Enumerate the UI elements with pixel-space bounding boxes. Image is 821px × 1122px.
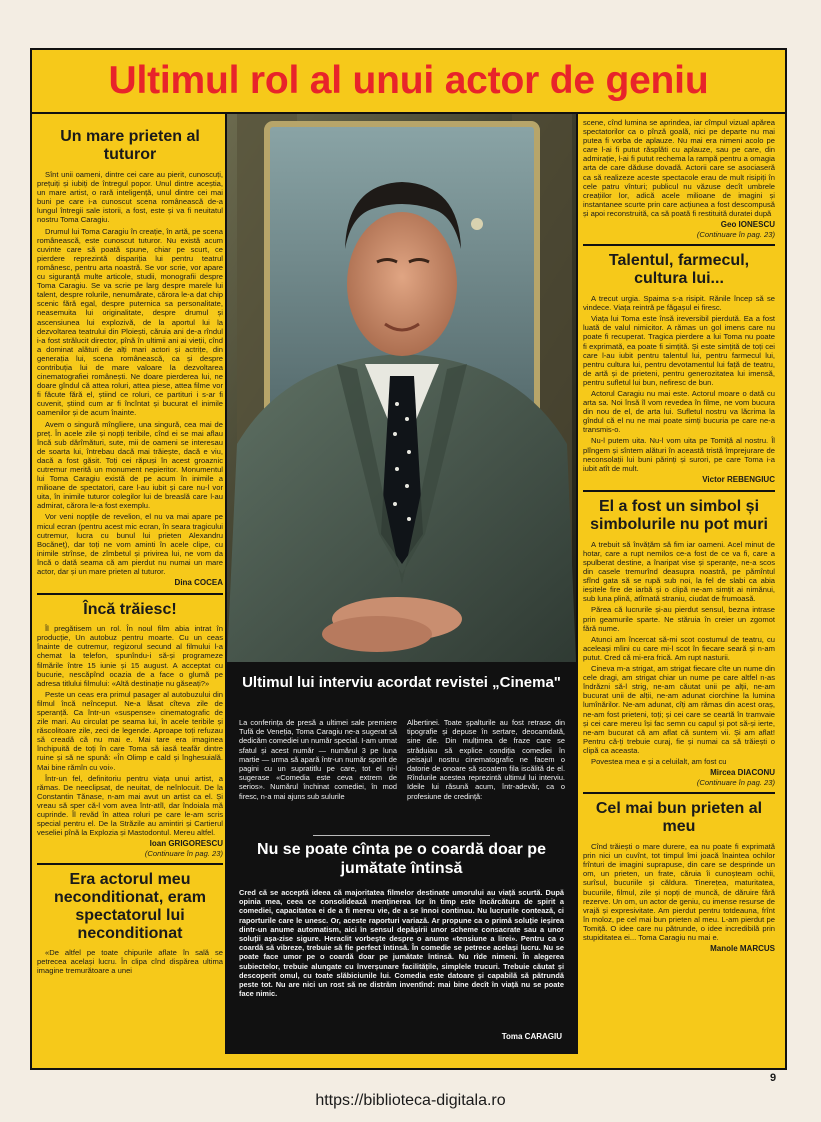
signature-diaconu: Mircea DIACONU: [710, 768, 775, 778]
right-column: [583, 118, 775, 1058]
heading-mare-prieten: Un mare prieten al tuturor: [60, 128, 200, 163]
interview-col-2: [407, 718, 565, 833]
interview-col-1: [239, 718, 397, 833]
continued-note: (Continuare în pag. 23): [696, 230, 775, 240]
paragraph: Avem o singură mîngîiere, una singură, cea mai de preț. În acele zile și nopți teribile, cînd ei se mai aflau încă sub dărîmături, sute, mii de oameni se interesau de soarta lui, întrebau dacă mai trăiește, dacă e viu, dacă a fost găsit. Toți cei răpuși în acest groaznic cutremur merită un monument nepieritor. Monumentul lui Toma Caragiu există de pe acum în inimile a milioane de spectatori, care l-au iubit și care nu-l vor uita, în inimile tuturor colegilor lui de breaslă care l-au admirat, cărora le-a fost exemplu.: [37, 419, 223, 511]
divider: [583, 792, 775, 794]
continued-note: (Continuare în pag. 23): [144, 849, 223, 859]
paragraph: Viața lui Toma este însă ireversibil pierdută. Ea a fost luată de valul nimicitor. A rămas un gol imens care nu poate fi recuperat. Tragica pierdere a lui Toma nu poate fi exprimată, ea poate fi simțită. Și este simțită de toți cei care l-au iubit pentru talentul lui, pentru farmecul lui, pentru cultura lui, pentru devotamentul lui față de teatru, de artă și de prieteni, pentru generozitatea lui imensă, pentru sufletul lui bun, nefiresc de bun.: [583, 314, 775, 387]
continued-note: (Continuare în pag. 23): [696, 778, 775, 788]
divider: [37, 593, 223, 595]
paragraph: Atunci am încercat să-mi scot costumul de teatru, cu aceleași mîini cu care mi-l scot în fiecare seară și n-am putut. Cred că mi-era frică. Am rupt nasturii.: [583, 634, 775, 662]
paragraph: Cred că se acceptă ideea că majoritatea filmelor destinate umorului au viață scurtă. După opinia mea, ceea ce consolidează menținerea lor în timp este încărcătura de spirit a comediei, capacitatea ei de a fi mereu vie, de a se înnoi continuu. Nu lucrurile contează, ci raporturile care le unesc. Or, aceste raporturi variază. Ar propune ca o primă soluție ieșirea dintr-un anume automatism, aici în sensul depășirii unor scheme consacrate sau a unor soluții așa-zise sigure. Heraclit vorbește despre o anume «tensiune a lirei». Pentru ca o coardă să vibreze, trebuie să fie perfect întinsă. În comedie se petrece același lucru. Nu se poate face umor pe o coardă doar pe jumătate întinsă. Nu rîde nimeni. În alegerea subiectelor, trebuie alungate cu înverșunare facilitățile, simplele trucuri. Trebuie căutat și descoperit omul, cu toate slăbiciunile lui. Comedia este datoare și capabilă să pătrundă peste tot. Nu are nici un rost să ne distrăm inventînd: mai bine decît în viață nu se poate face nimic.: [239, 888, 564, 999]
paragraph: Drumul lui Toma Caragiu în creație, în artă, pe scena românească, este cunoscut tuturor. Nu există acum cuvinte care să poată spune, chiar pe scurt, ce pierdere reprezintă dispariția lui pentru teatrul românesc, pentru arta noastră. Se vor scrie, vor apare cu siguranță multe articole, studii, monografii despre Toma Caragiu. Se va scrie pe larg despre marele lui talent, despre rolurile, nenumărate, cărora le-a dat chip scenic fără egal, despre puternica sa personalitate, neasemuita lui originalitate, despre drumul și ascensiunea lui explozivă, de la aportul lui la dezvoltarea teatrului din Ploiești, căruia ani de-a rîndul i-a fost strălucit director, pînă în ultimii ani ai vieții, cînd a dominat alături de alți mari actori și actrițe, din generația lui, scena românească, ca și despre contribuția lui de mare valoare la dezvoltarea cinematografiei românești. Ne doare pierderea lui, ne doare gîndul că attea roluri, attea piese, attea filme vor fi făcute fără el, știind ce roluri, ce partituri i s-ar fi cuvenit, știind cum ar fi încîntat și bucurat el inimile oamenilor și de acum înainte.: [37, 226, 223, 418]
paragraph: La conferința de presă a ultimei sale premiere Tufă de Veneția, Toma Caragiu ne-a sugerat să dedicăm comediei un număr special. I-am urmat sfatul și acest număr — numărul 3 pe luna martie — urma să apară într-un număr sporit de pagini cu un supratitlu pe care, tot el ni-l sugerase «Comedia este ceva extrem de serios». Numărul închinat comediei, în mod firesc, n-a mai ajuns sub sulurile: [239, 718, 397, 801]
signature-rebengiuc: Victor REBENGIUC: [702, 474, 775, 484]
paragraph: Părea că lucrurile și-au pierdut sensul, bezna intrase prin geamurile sparte. Ne stăruia în creier un zgomot fără nume.: [583, 605, 775, 633]
heading-inca-traiesc: Încă trăiesc!: [83, 601, 177, 619]
signature-ionescu: Geo IONESCU: [720, 220, 775, 230]
heading-coarda: Nu se poate cînta pe o coardă doar pe jumătate întinsă: [257, 841, 546, 877]
page-title: Ultimul rol al unui actor de geniu: [108, 59, 709, 102]
paragraph: Povestea mea e și a celuilalt, am fost cu: [591, 756, 727, 766]
paragraph: Într-un fel, definitoriu pentru viața unui artist, a rămas. De neeclipsat, de neuitat, de neînlocuit. De la Constantin Tănase, n-am mai avut un artist ca el. Și vreau să sper că-l vom avea într-atîl, dar îndoiala mă cuprinde. Îl revăd în attea roluri pe care le-am scris special pentru el. De la Străzile au amintiri și Cartierul veseliei pînă la Explozia și Mastodontul. Mereu altfel.: [37, 773, 223, 838]
paragraph: Peste un ceas era primul pasager al autobuzului din filmul încă neînceput. Ne-a lăsat cîteva zile de speranță. Ca într-un «suspense» cinematografic de zile mari. Au circulat pe seama lui, în acele teribile și răscolitoare zile, zeci de legende. Aproape toți refuzau să creadă că nu mai e. Mai tare era imaginea închipuită de toți în care Toma să iasă teafăr dintre ruine și să ne spună: «În Olimp e cald și înghesuială. Mai bine rămîn cu voi».: [37, 689, 223, 772]
heading-cel-mai-bun: Cel mai bun prieten al meu: [595, 800, 763, 836]
heading-interviu: Ultimul lui interviu acordat revistei „Cinema": [242, 674, 561, 691]
divider: [583, 490, 775, 492]
column-rule: [576, 114, 578, 1054]
signature-cocea: Dina COCEA: [174, 578, 223, 588]
portrait-illustration: [227, 114, 576, 662]
divider: [37, 863, 223, 865]
paragraph: Cineva m-a strigat, am strigat fiecare cîte un nume din cele dragi, am strigat chiar un nume pe care altfel n-as îndrăzni să-l strig, ne-am căutat unii pe alții, ne-am bucurat unii de alții, ne-am adunat ciorchine la lumina lumînărilor. Ne-am adunat, cîți am rămas din acest oraș, ne-am fost prieteni, toți; și cei care se ceartă în tramvaie și cei care mereu își fac semn cu capul și pot să-și ierte, ne-am bucurat că am aflat că suntem vii. Și am aflat! Pentru că-ți trebuie curaj, fie și numai ca să trăiești o clipă ca aceasta.: [583, 664, 775, 755]
interview-panel: [227, 662, 576, 1054]
paragraph: Sînt unii oameni, dintre cei care au pierit, cunoscuți, prețuiți și iubiți de întregul popor. Unul dintre aceștia, un mare artist, o rară inteligență, unul dintre cei mai buni pe care i-a cunoscut scena românească de-a lungul întregii sale istorii, a fost, este și va fi neuitatul nostru Toma Caragiu.: [37, 170, 223, 225]
paragraph: Vor veni nopțile de revelion, el nu va mai apare pe micul ecran (pentru acest mic ecran, în seara tragicului cutremur, lucra cu bunul lui prieten Alexandru Bocăneț), dar toți ne vom aminti în acele clipe, cu inimile strînse, de zîmbetul și privirea lui, ne vom da încă o dată seama că am pierdut nu numai un mare actor, dar și un mare prieten al tuturor.: [37, 512, 223, 577]
signature-caragiu: Toma CARAGIU: [501, 1032, 562, 1041]
paragraph: Albertinei. Toate șpalturile au fost retrase din tipografie și depuse în sertare, deocamdată, sine die. Din mulțimea de fraze care se străduiau să explice condiția comediei în peisajul nostru cinematografic ne facem o datorie de onoare să scoatem fila iscălită de el. Rîndurile acestea reprezintă ultimul lui interviu. Ideile lui răsună acum, într-adevăr, ca o profesiune de credință:: [407, 718, 565, 801]
paragraph: Nu-l putem uita. Nu-l vom uita pe Tomiță al nostru. Îl plîngem și sîntem alături în această tristă împrejurare de neconsolații lui buni părinți și surori, pe care Toma i-a iubit atît de mult.: [583, 436, 775, 473]
paragraph: scene, cînd lumina se aprindea, iar cîmpul vizual apărea spectatorilor ca o pînză goală, nici pe departe nu mai putea fi vorba de aplauze. Nu mai era nimeni acolo pe care l-ai fi putut răsplăti cu aplauze, sau pe care, din admirație, l-ai fi putut rechema la rampă pentru a omagia arta de care dăduse dovadă. Actorii care se asociaseră ca să realizeze aceste spectacole erau de mult risipiți în cele patru vînturi; publicul nu văzuse decît umbrele creațiilor lor, adică acele milioane de imagini și instantanee scurte prin care acțiunea a fost descompusă și apoi reconstruită, ca să poată fi restituită duratei după: [583, 118, 775, 218]
divider: [583, 244, 775, 246]
paragraph: Cînd trăiești o mare durere, ea nu poate fi exprimată prin nici un cuvînt, tot timpul îmi joacă înaintea ochilor frînturi de imagini suprapuse, din care se desprinde un om, un prieten, un frate, căruia îi cunoșteam ochii, surîsul, bucuriile și căldura. Tinerețea, maturitatea, bucuriile, filmul, zile și nopți de muncă, de dăruire fără rezerve. Un om, un actor de geniu, cu imense resurse de vrajă și expresivitate. Am pierdut pentru totdeauna, frînt în moloz, pe cel mai bun prieten al meu. L-am pierdut pe Tomiță. O idee care nu pătrunde, o idee incredibilă prin stupiditatea ei... Toma Caragiu nu mai e.: [583, 842, 775, 942]
left-column: [37, 128, 223, 1040]
paragraph: Îl pregătisem un rol. În noul film abia intrat în producție, Un autobuz pentru moarte. Cu un ceas înainte de cutremur, regizorul secund al filmului l-a chemat la telefon, spunîndu-i să-și programeze filmările între 15 iunie și 15 august. A acceptat cu bucurie, nescăpînd ocazia de a face o glumă pe adresa titlului filmului: «Altă destinație nu găseați?»: [37, 624, 223, 688]
source-url[interactable]: https://biblioteca-digitala.ro: [315, 1092, 506, 1109]
heading-talentul: Talentul, farmecul, cultura lui...: [608, 252, 750, 288]
signature-grigorescu: Ioan GRIGORESCU: [149, 839, 223, 849]
paragraph: A trecut urgia. Spaima s-a risipit. Rănile încep să se vindece. Viața reintră pe făgașul ei firesc.: [583, 294, 775, 313]
paragraph: Actorul Caragiu nu mai este. Actorul moare o dată cu arta sa. Noi însă îl vom revedea în filme, ne vom bucura din nou de el, de arta lui. Sufletul nostru va lăcrima la gîndul că el nu ne mai poate simți bucuria pe care ne-a transmis-o.: [583, 388, 775, 435]
paragraph: «De altfel pe toate chipurile aflate în sală se petrecea același lucru. În clipa cînd dispărea ultima imagine tremurătoare a unei: [37, 948, 223, 976]
divider: [313, 835, 490, 836]
heading-actorul-meu: Era actorul meu neconditionat, eram spectatorul lui neconditionat: [53, 871, 207, 943]
quote-text: [239, 888, 564, 1024]
paragraph: A trebuit să învățăm să fim iar oameni. Acel minut de hotar, care a rupt nemilos ce-a fost de ce va fi, care a spulberat destine, a înaripat vise și speranțe, ne-a scos din casele tremurînd deasupra noastră, pe pămîntul sfînd gata să se rupă sub noi, la fel de slabi ca abia ieșitele fire de iarbă și o clipă ne-am simțit ai nimănui, sub luna plină, atîrnată straniu, ciudat de frumoasă.: [583, 539, 775, 604]
page-number: 9: [770, 1072, 777, 1084]
signature-marcus: Manole MARCUS: [710, 944, 775, 954]
heading-simbol: El a fost un simbol și simbolurile nu pot muri: [590, 497, 768, 533]
portrait-photo: [227, 114, 576, 662]
